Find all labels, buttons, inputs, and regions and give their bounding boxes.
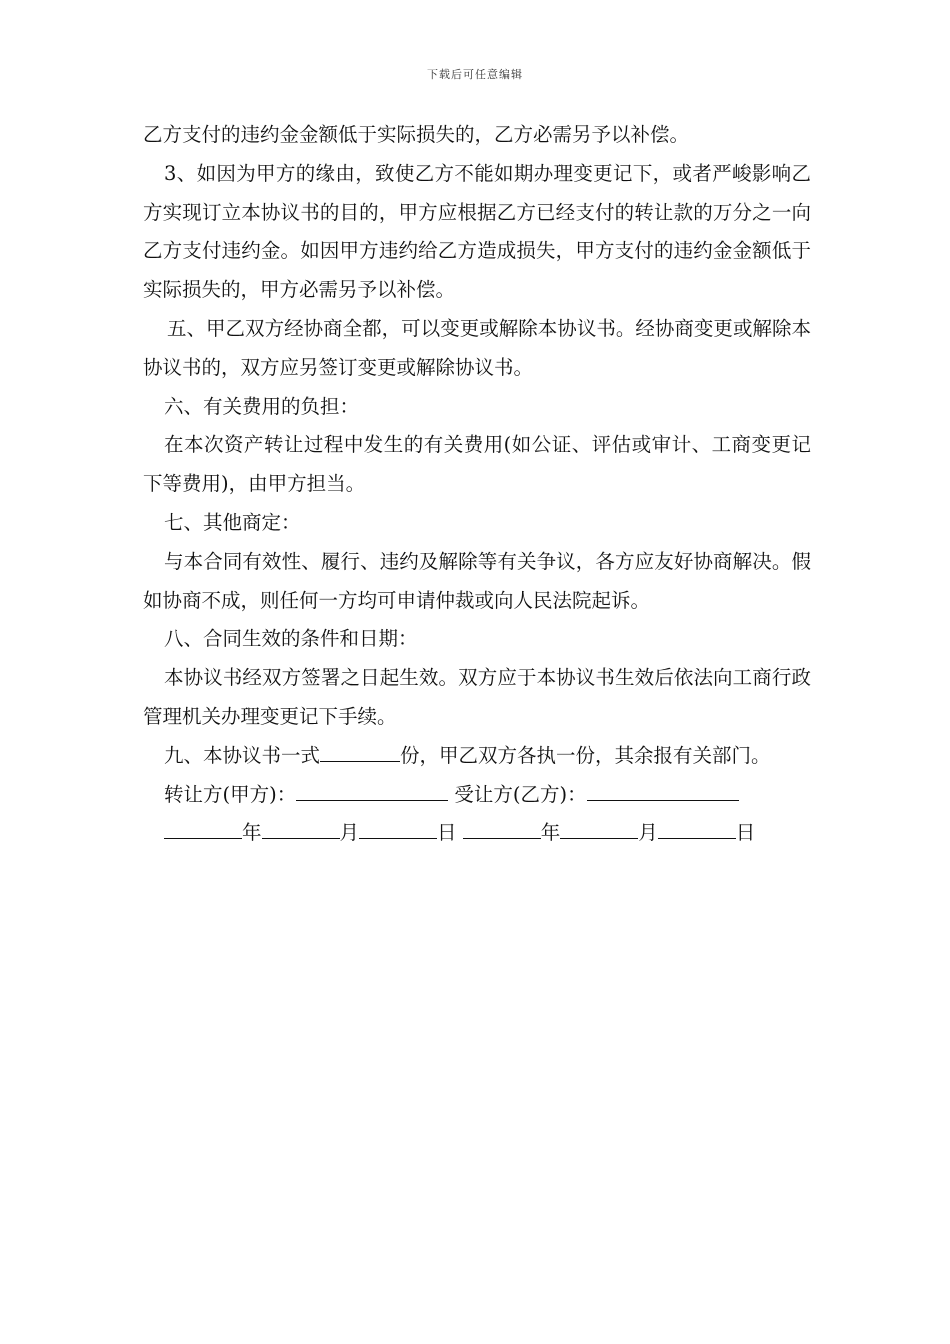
paragraph-clause-9 (143, 737, 811, 776)
paragraph-clause-5: 五、甲乙双方经协商全都，可以变更或解除本协议书。经协商变更或解除本协议书的，双方应另签订变更或解除协议书。 (143, 316, 811, 379)
paragraph-clause-3: 3、如因为甲方的缘由，致使乙方不能如期办理变更记下，或者严峻影响乙方实现订立本协议书的目的，甲方应根据乙方已经支付的转让款的万分之一向乙方支付违约金。如因甲方违约给乙方造成损失，甲方支付的违约金金额低于实际损失的，甲方必需另予以补偿。 (143, 161, 811, 302)
transferor-year-line (164, 816, 242, 839)
transferee-month-label: 月 (638, 821, 658, 845)
paragraph-clause-8: 本协议书经双方签署之日起生效。双方应于本协议书生效后依法向工商行政管理机关办理变更记下手续。 (143, 666, 811, 728)
clause-9-before: 九、本协议书一式 (164, 743, 321, 767)
transferee-signature-line (587, 778, 739, 801)
document-body (143, 116, 811, 853)
heading-clause-7: 七、其他商定： (164, 510, 301, 534)
paragraph-compensation-continued: 乙方支付的违约金金额低于实际损失的，乙方必需另予以补偿。 (143, 123, 690, 146)
transferor-day-line (359, 816, 437, 839)
transferee-label: 受让方(乙方)： (454, 782, 587, 806)
transferee-day-line (658, 816, 736, 839)
transferee-year-label: 年 (540, 821, 561, 845)
transferee-year-line (463, 816, 541, 839)
signature-dates-row (143, 814, 811, 853)
signature-parties-row (143, 776, 811, 815)
transferor-year-label: 年 (242, 821, 262, 845)
heading-clause-8: 八、合同生效的条件和日期： (164, 627, 418, 651)
paragraph-clause-6: 在本次资产转让过程中发生的有关费用(如公证、评估或审计、工商变更记下等费用)，由甲方担当。 (143, 433, 811, 496)
paragraph-clause-7: 与本合同有效性、履行、违约及解除等有关争议，各方应友好协商解决。假如协商不成，则任何一方均可申请仲裁或向人民法院起诉。 (143, 549, 811, 612)
transferee-month-line (560, 816, 638, 839)
transferee-day-label: 日 (735, 821, 756, 845)
clause-9-after: 份，甲乙双方各执一份，其余报有关部门。 (400, 743, 771, 767)
heading-clause-6: 六、有关费用的负担： (164, 394, 360, 418)
transferor-month-line (262, 816, 340, 839)
transferor-label: 转让方(甲方)： (164, 782, 297, 806)
copies-blank-line (320, 739, 400, 762)
transferor-signature-line (296, 778, 448, 801)
transferor-day-label: 日 (437, 821, 457, 845)
page-header: 下载后可任意编辑 (427, 68, 523, 81)
transferor-month-label: 月 (339, 821, 360, 845)
